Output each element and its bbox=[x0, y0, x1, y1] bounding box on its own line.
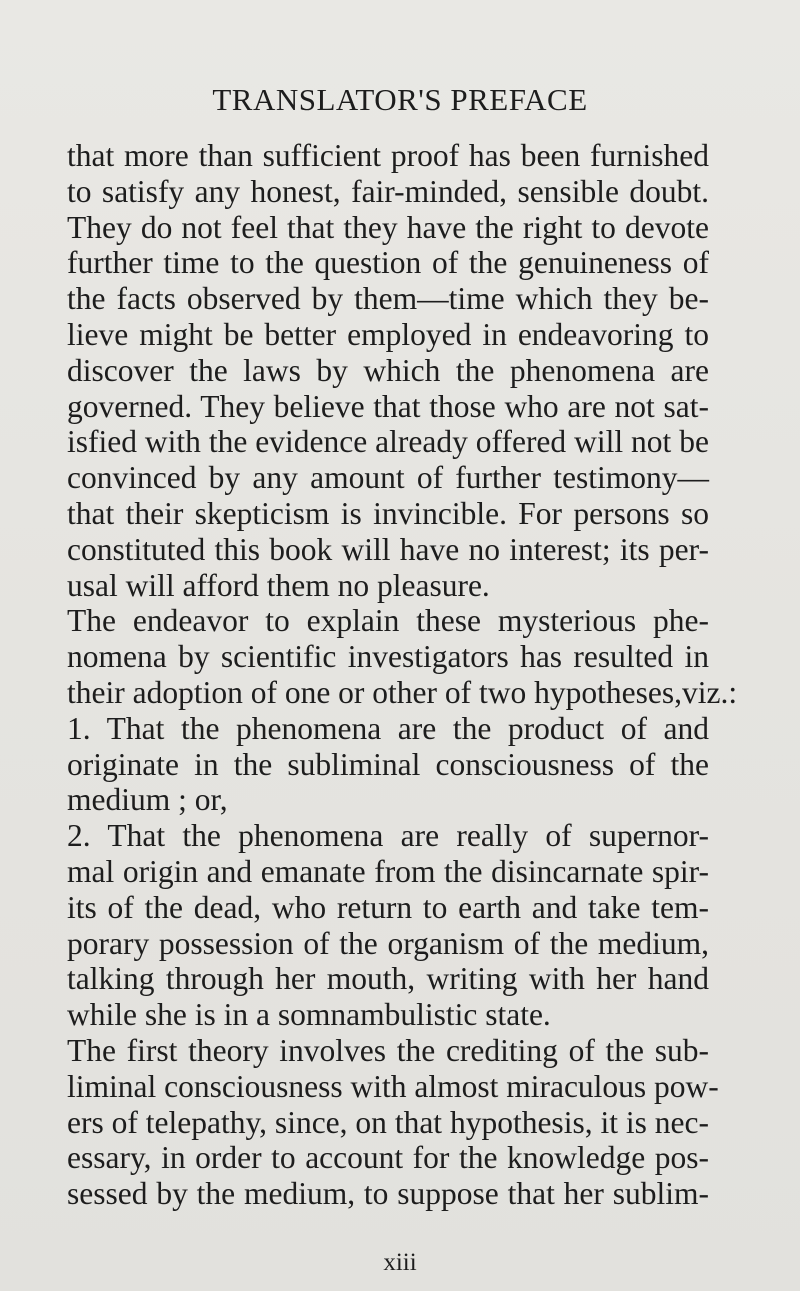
text-line: ers of telepathy, since, on that hypothesis, it is nec- bbox=[67, 1104, 709, 1140]
text-line: to satisfy any honest, fair-minded, sensible doubt. bbox=[67, 173, 709, 209]
text-line: that their skepticism is invincible. For persons so bbox=[67, 495, 709, 531]
text-line: its of the dead, who return to earth and take tem- bbox=[67, 889, 709, 925]
body-text bbox=[67, 138, 738, 1212]
text-line: convinced by any amount of further testimony— bbox=[67, 460, 709, 496]
text-line: originate in the subliminal consciousness of the bbox=[67, 746, 709, 782]
running-head: TRANSLATOR'S PREFACE bbox=[212, 82, 588, 117]
text-line: porary possession of the organism of the medium, bbox=[67, 925, 709, 961]
text-line: liminal consciousness with almost miraculous pow- bbox=[67, 1068, 719, 1104]
text-line: governed. They believe that those who are not sat- bbox=[67, 388, 709, 424]
text-line: mal origin and emanate from the disincarnate spir- bbox=[67, 853, 709, 889]
text-line: 2. That the phenomena are really of supernor- bbox=[67, 818, 709, 854]
text-line: lieve might be better employed in endeavoring to bbox=[67, 316, 709, 352]
text-line: The first theory involves the crediting of the sub- bbox=[67, 1032, 709, 1068]
text-line: medium ; or, bbox=[67, 782, 228, 818]
text-line: the facts observed by them—time which they be- bbox=[67, 281, 709, 317]
text-line: discover the laws by which the phenomena are bbox=[67, 352, 709, 388]
text-line: further time to the question of the genuineness of bbox=[67, 245, 709, 281]
text-line: isfied with the evidence already offered will not be bbox=[67, 424, 709, 460]
text-line: sessed by the medium, to suppose that her sublim- bbox=[67, 1176, 709, 1212]
text-line: while she is in a somnambulistic state. bbox=[67, 997, 551, 1033]
text-line: essary, in order to account for the knowledge pos- bbox=[67, 1140, 709, 1176]
text-line: their adoption of one or other of two hypotheses,viz.: bbox=[67, 674, 738, 710]
text-line: talking through her mouth, writing with her hand bbox=[67, 961, 709, 997]
text-line: They do not feel that they have the right to devote bbox=[67, 209, 709, 245]
text-line: that more than sufficient proof has been furnished bbox=[67, 138, 709, 173]
text-line: The endeavor to explain these mysterious phe- bbox=[67, 603, 709, 639]
text-line: usal will afford them no pleasure. bbox=[67, 567, 490, 603]
text-line: constituted this book will have no interest; its per- bbox=[67, 531, 709, 567]
text-line: 1. That the phenomena are the product of and bbox=[67, 710, 709, 746]
text-line: nomena by scientific investigators has resulted in bbox=[67, 639, 709, 675]
page-number: xiii bbox=[383, 1249, 417, 1276]
